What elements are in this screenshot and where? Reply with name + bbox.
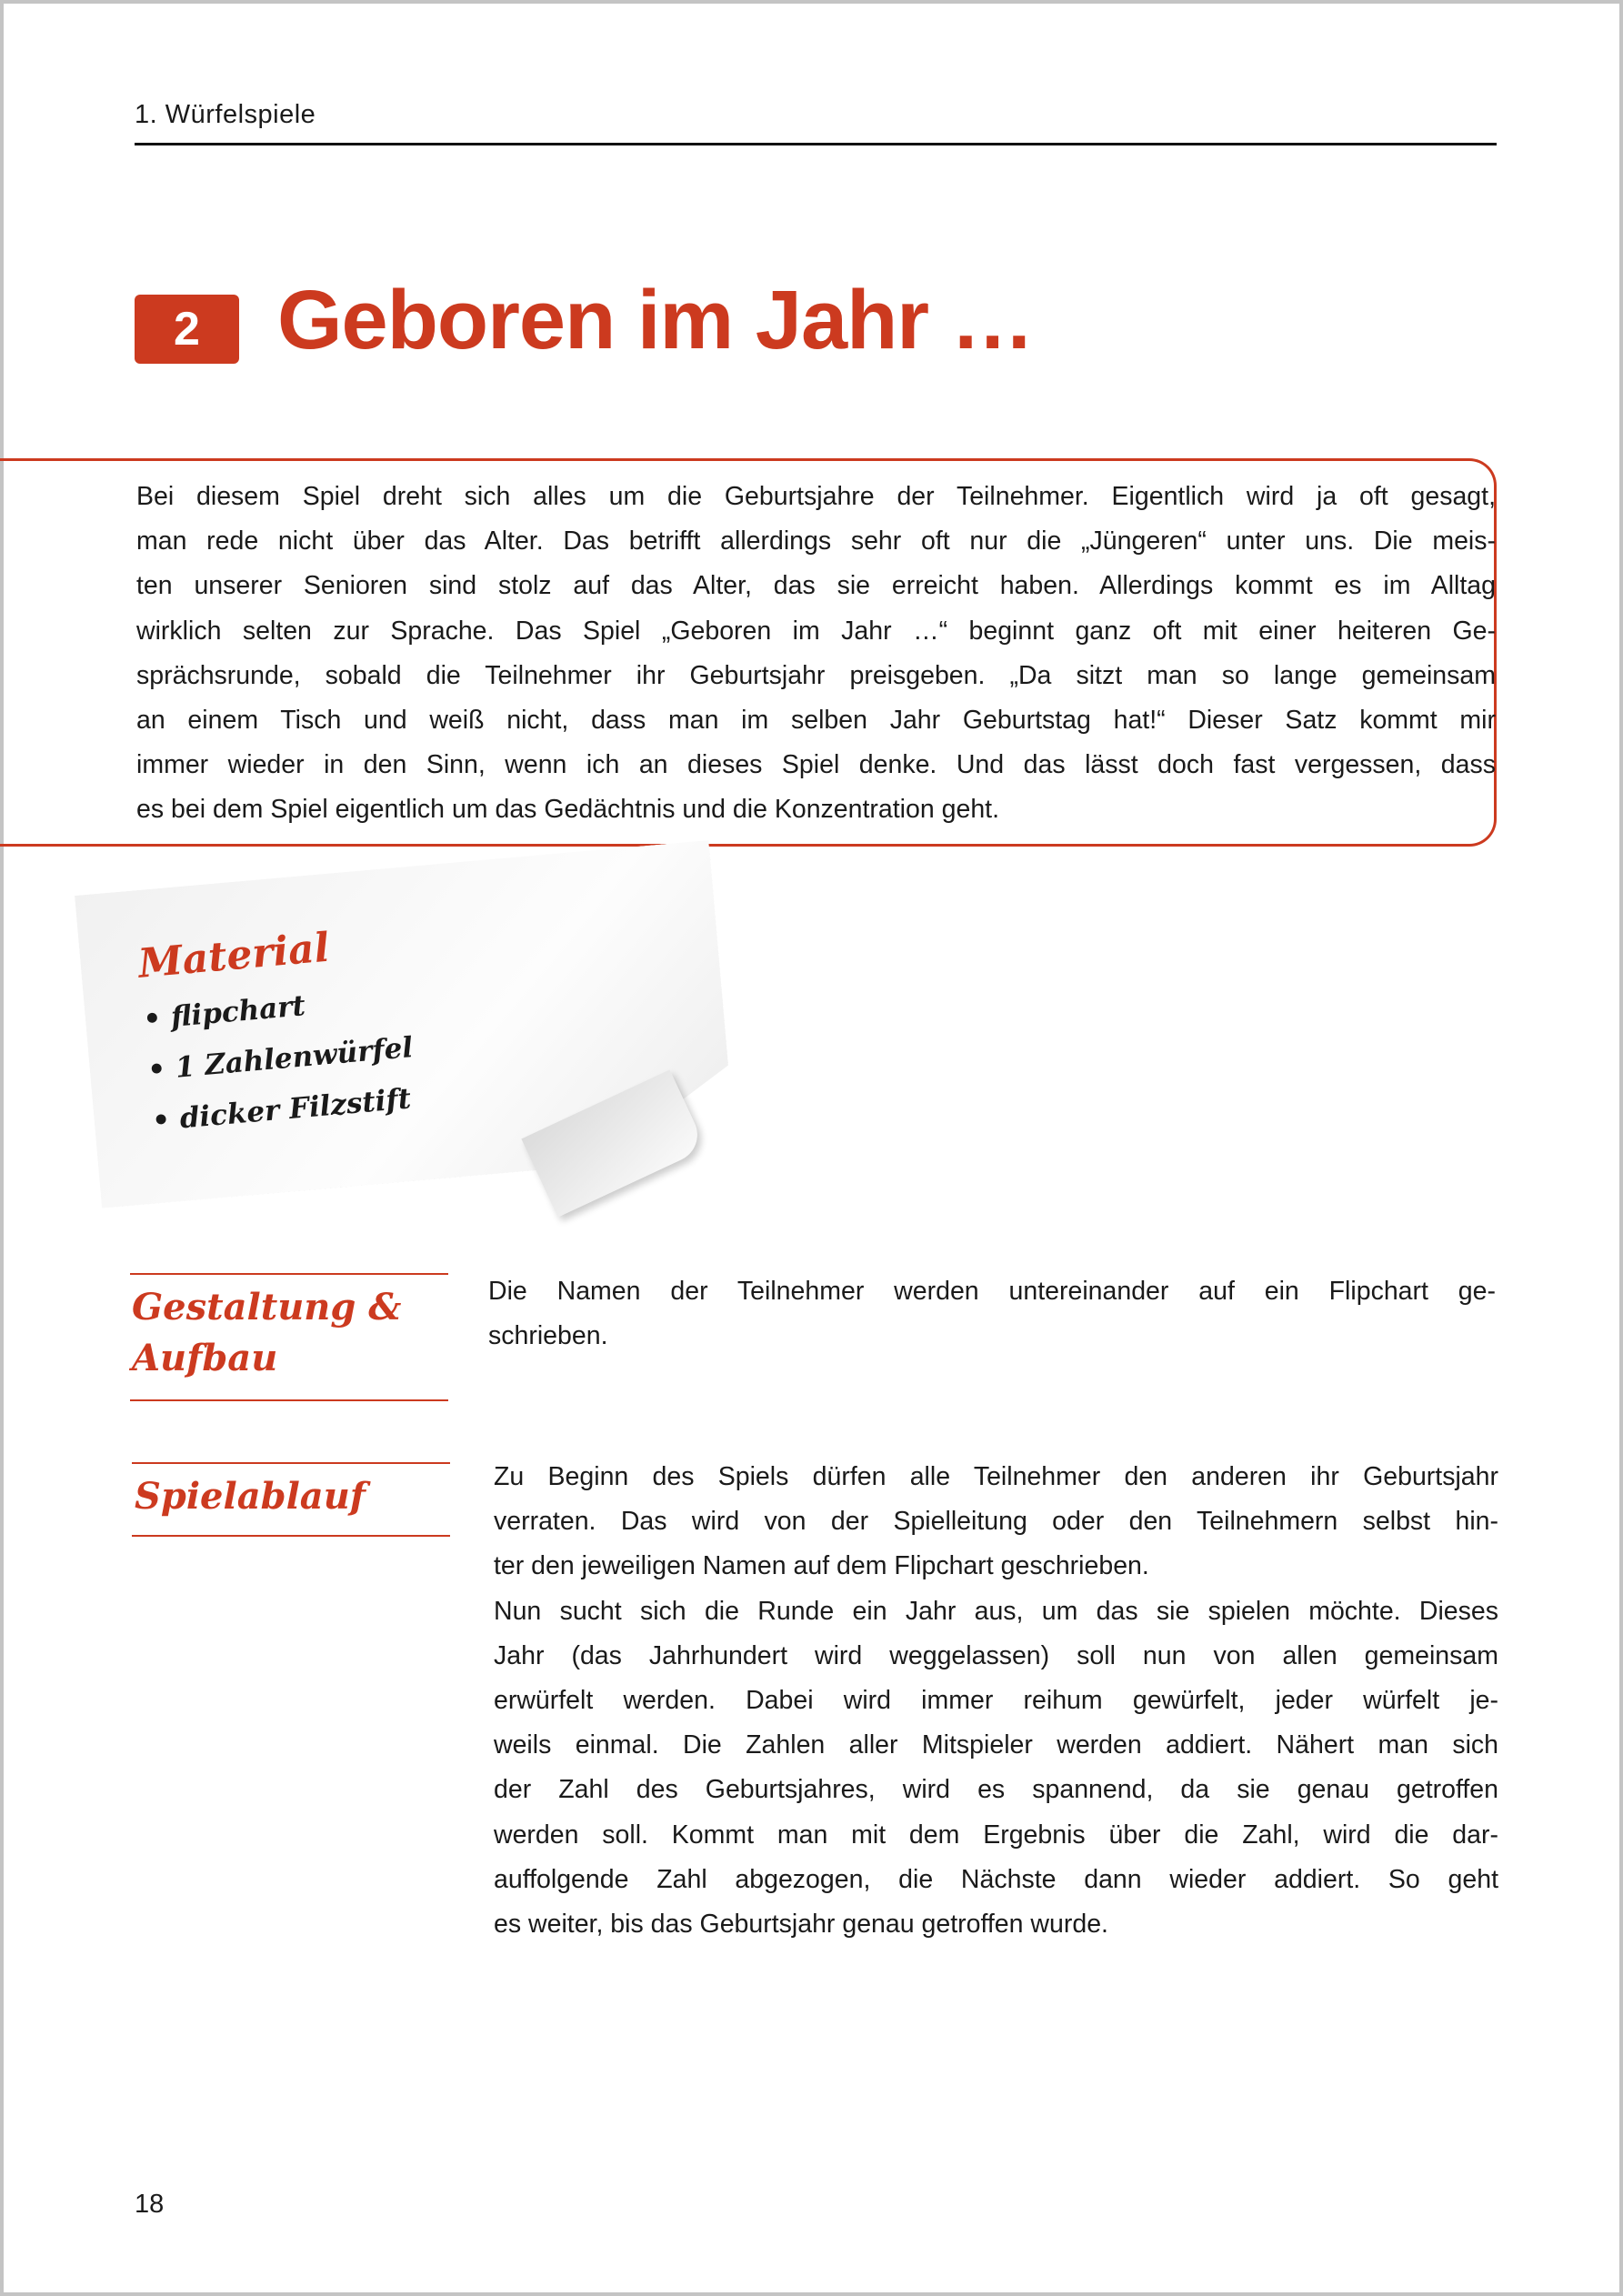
intro-line: es bei dem Spiel eigentlich um das Gedächtnis und die Konzentration geht.: [136, 795, 1000, 825]
material-title: Material: [136, 924, 332, 988]
body-line: Die Namen der Teilnehmer werden untereinander auf ein Flipchart ge-: [488, 1277, 1496, 1306]
section-rule-bottom: [132, 1535, 450, 1537]
section-text-spielablauf: [494, 1455, 1498, 1947]
running-head: 1. Würfelspiele: [135, 100, 316, 129]
body-line: verraten. Das wird von der Spielleitung oder den Teilnehmern selbst hin-: [494, 1507, 1498, 1537]
body-line: Nun sucht sich die Runde ein Jahr aus, um das sie spielen möchte. Dieses: [494, 1596, 1498, 1626]
intro-line: sprächsrunde, sobald die Teilnehmer ihr Geburtsjahr preisgeben. „Da sitzt man so lange gemeinsam: [136, 660, 1496, 690]
section-rule-top: [132, 1462, 450, 1464]
material-item: • dicker Filzstift: [150, 1082, 413, 1138]
intro-line: wirklich selten zur Sprache. Das Spiel „Geboren im Jahr …“ beginnt ganz oft mit einer heiteren Ge-: [136, 616, 1496, 646]
material-item: • 1 Zahlenwürfel: [145, 1031, 415, 1088]
body-line: werden soll. Kommt man mit dem Ergebnis über die Zahl, wird die dar-: [494, 1820, 1498, 1850]
body-line: auffolgende Zahl abgezogen, die Nächste dann wieder addiert. So geht: [494, 1864, 1498, 1894]
section-rule-bottom: [130, 1399, 448, 1401]
intro-line: immer wieder in den Sinn, wenn ich an dieses Spiel denke. Und das lässt doch fast vergessen, dass: [136, 750, 1496, 780]
section-label-line: Spielablauf: [135, 1475, 366, 1518]
intro-text: [136, 475, 1496, 833]
section-label-gestaltung: [132, 1282, 401, 1384]
body-line: schrieben.: [488, 1321, 608, 1351]
section-rule-top: [130, 1273, 448, 1275]
body-line: der Zahl des Geburtsjahres, wird es spannend, da sie genau getroffen: [494, 1775, 1498, 1805]
section-label-line: Aufbau: [132, 1337, 278, 1379]
material-list: [136, 917, 419, 1147]
body-line: ter den jeweiligen Namen auf dem Flipchart geschrieben.: [494, 1551, 1149, 1581]
body-line: es weiter, bis das Geburtsjahr genau getroffen wurde.: [494, 1910, 1108, 1940]
intro-line: man rede nicht über das Alter. Das betrifft allerdings sehr oft nur die „Jüngeren“ unter uns. Die meis-: [136, 526, 1496, 556]
intro-line: Bei diesem Spiel dreht sich alles um die Geburtsjahre der Teilnehmer. Eigentlich wird ja oft gesagt,: [136, 482, 1496, 511]
section-label-line: Gestaltung &: [132, 1286, 402, 1328]
body-line: erwürfelt werden. Dabei wird immer reihum gewürfelt, jeder würfelt je-: [494, 1686, 1498, 1716]
intro-line: an einem Tisch und weiß nicht, dass man im selben Jahr Geburtstag hat!“ Dieser Satz kommt mir: [136, 706, 1496, 736]
section-text-gestaltung: [488, 1269, 1496, 1359]
body-line: Jahr (das Jahrhundert wird weggelassen) soll nun von allen gemeinsam: [494, 1640, 1498, 1670]
chapter-number-badge: 2: [135, 295, 239, 364]
section-label-spielablauf: [135, 1471, 366, 1522]
page-title: Geboren im Jahr …: [277, 274, 1034, 366]
body-line: weils einmal. Die Zahlen aller Mitspieler werden addiert. Nähert man sich: [494, 1730, 1498, 1760]
material-item: • flipchart: [142, 989, 307, 1037]
header-rule: [135, 143, 1497, 145]
page-number: 18: [135, 2190, 165, 2219]
body-line: Zu Beginn des Spiels dürfen alle Teilnehmer den anderen ihr Geburtsjahr: [494, 1462, 1498, 1491]
intro-line: ten unserer Senioren sind stolz auf das Alter, das sie erreicht haben. Allerdings kommt es im Alltag: [136, 571, 1496, 601]
